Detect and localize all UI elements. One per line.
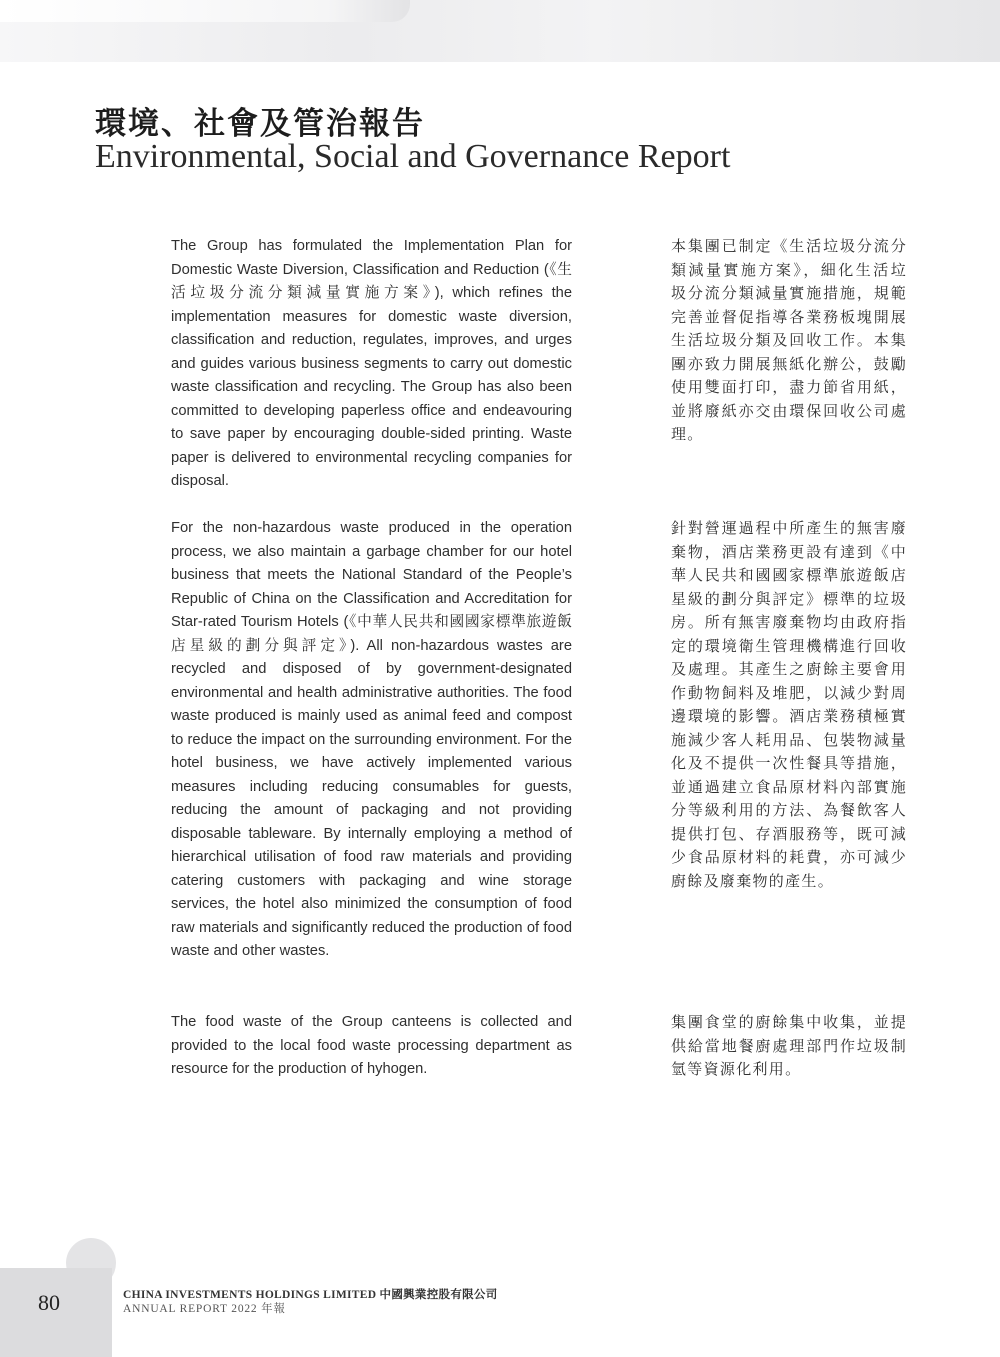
footer-report-name: ANNUAL REPORT 2022 年報 <box>123 1303 286 1315</box>
paragraph-zh-1: 本集團已制定《生活垃圾分流分類減量實施方案》，細化生活垃圾分流分類減量實施措施，規範完善並督促指導各業務板塊開展生活垃圾分類及回收工作。本集團亦致力開展無紙化辦公，鼓勵使用雙面打印，盡力節省用紙，並將廢紙亦交由環保回收公司處理。 <box>671 237 907 443</box>
paragraph-en-1: The Group has formulated the Implementation Plan for Domestic Waste Diversion, Classification and Reduction (《生活垃圾分流分類減量實施方案》), which refines the implementation measures for domestic waste diversion, classification and reduction, regulates, improves, and urges and guides various business segments to carry out domestic waste classification and recycling. The Group has also been committed to developing paperless office and endeavouring to save paper by encouraging double-sided printing. Waste paper is delivered to environmental recycling companies for disposal. <box>171 238 572 489</box>
header-tab-decoration <box>0 0 410 22</box>
page-number: 80 <box>38 1290 60 1315</box>
page-title-chinese: 環境、社會及管治報告 <box>95 106 425 142</box>
paragraph-en-3: The food waste of the Group canteens is collected and provided to the local food waste processing department as resource for the production of hyhogen. <box>171 1014 572 1077</box>
page-title-english: Environmental, Social and Governance Report <box>95 138 731 175</box>
paragraph-en-2: For the non-hazardous waste produced in the operation process, we also maintain a garbage chamber for our hotel business that meets the National Standard of the People’s Republic of China on the Classification and Accreditation for Star-rated Tourism Hotels (《中華人民共和國國家標準旅遊飯店星級的劃分與評定》). All non-hazardous wastes are recycled and disposed of by government-designated environmental and health administrative authorities. The food waste produced is mainly used as animal feed and compost to reduce the impact on the surrounding environment. For the hotel business, we have actively implemented various measures including reducing consumables for guests, reducing the amount of packaging and not providing disposable tableware. By internally employing a method of hierarchical utilisation of food raw materials and providing catering customers with packaging and wine storage services, the hotel also minimized the consumption of food raw materials and significantly reduced the production of food waste and other wastes. <box>171 520 572 959</box>
paragraph-zh-3: 集團食堂的廚餘集中收集，並提供給當地餐廚處理部門作垃圾制氫等資源化利用。 <box>671 1013 907 1078</box>
footer-company-name: CHINA INVESTMENTS HOLDINGS LIMITED 中國興業控股有限公司 <box>123 1289 498 1301</box>
paragraph-zh-2: 針對營運過程中所產生的無害廢棄物，酒店業務更設有達到《中華人民共和國國家標準旅遊飯店星級的劃分與評定》標準的垃圾房。所有無害廢棄物均由政府指定的環境衛生管理機構進行回收及處理。其產生之廚餘主要會用作動物飼料及堆肥，以減少對周邊環境的影響。酒店業務積極實施減少客人耗用品、包裝物減量化及不提供一次性餐具等措施，並通過建立食品原材料內部實施分等級利用的方法、為餐飲客人提供打包、存酒服務等，既可減少食品原材料的耗費，亦可減少廚餘及廢棄物的產生。 <box>671 519 907 890</box>
